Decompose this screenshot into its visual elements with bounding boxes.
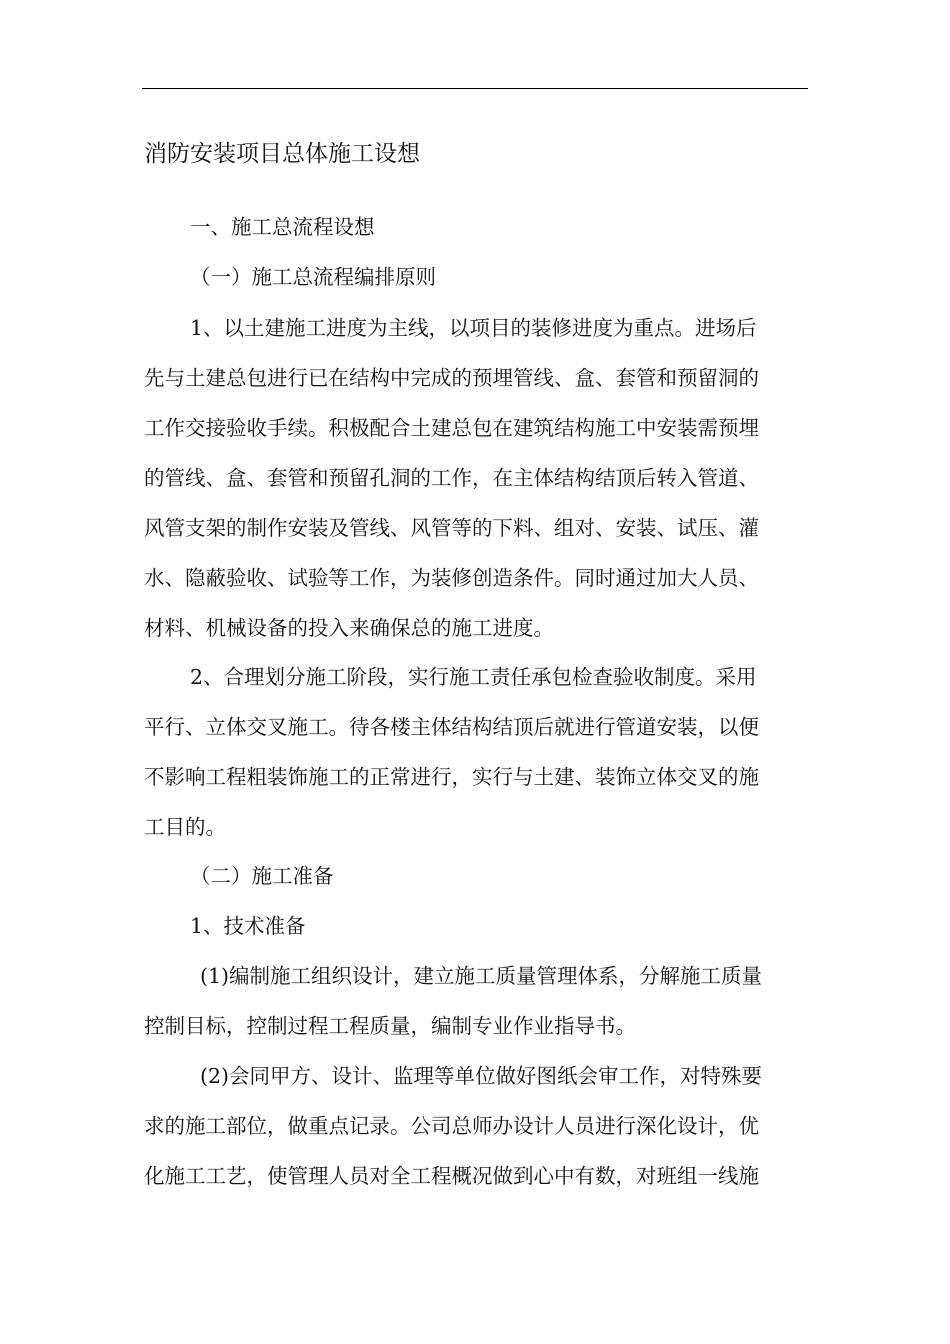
- paragraph-line: 风管支架的制作安装及管线、风管等的下料、组对、安装、试压、灌: [144, 516, 759, 540]
- paragraph-line: 不影响工程粗装饰施工的正常进行，实行与土建、装饰立体交叉的施: [144, 765, 759, 789]
- heading-level-1: 一、施工总流程设想: [190, 215, 375, 239]
- paragraph-line: 水、隐蔽验收、试验等工作，为装修创造条件。同时通过加大人员、: [144, 566, 759, 590]
- heading-level-2: （二）施工准备: [190, 864, 334, 888]
- paragraph-line: 工目的。: [144, 815, 226, 839]
- paragraph-line: (1)编制施工组织设计，建立施工质量管理体系，分解施工质量: [200, 964, 763, 988]
- paragraph-line: 控制目标，控制过程工程质量，编制专业作业指导书。: [144, 1014, 636, 1038]
- paragraph-line: 平行、立体交叉施工。待各楼主体结构结顶后就进行管道安装，以便: [144, 715, 759, 739]
- paragraph-line: (2)会同甲方、设计、监理等单位做好图纸会审工作，对特殊要: [200, 1064, 763, 1088]
- paragraph-line: 工作交接验收手续。积极配合土建总包在建筑结构施工中安装需预埋: [144, 416, 759, 440]
- heading-level-3: 1、技术准备: [190, 914, 306, 938]
- paragraph-line: 化施工工艺，使管理人员对全工程概况做到心中有数，对班组一线施: [144, 1164, 759, 1188]
- paragraph-line: 求的施工部位，做重点记录。公司总师办设计人员进行深化设计，优: [144, 1114, 759, 1138]
- heading-level-2: （一）施工总流程编排原则: [190, 265, 436, 289]
- document-title: 消防安装项目总体施工设想: [144, 141, 420, 167]
- header-rule: [142, 88, 808, 89]
- paragraph-line: 先与土建总包进行已在结构中完成的预埋管线、盒、套管和预留洞的: [144, 366, 759, 390]
- paragraph-line: 2、合理划分施工阶段，实行施工责任承包检查验收制度。采用: [190, 665, 757, 689]
- paragraph-line: 1、以土建施工进度为主线，以项目的装修进度为重点。进场后: [190, 316, 757, 340]
- paragraph-line: 的管线、盒、套管和预留孔洞的工作，在主体结构结顶后转入管道、: [144, 466, 759, 490]
- paragraph-line: 材料、机械设备的投入来确保总的施工进度。: [144, 616, 554, 640]
